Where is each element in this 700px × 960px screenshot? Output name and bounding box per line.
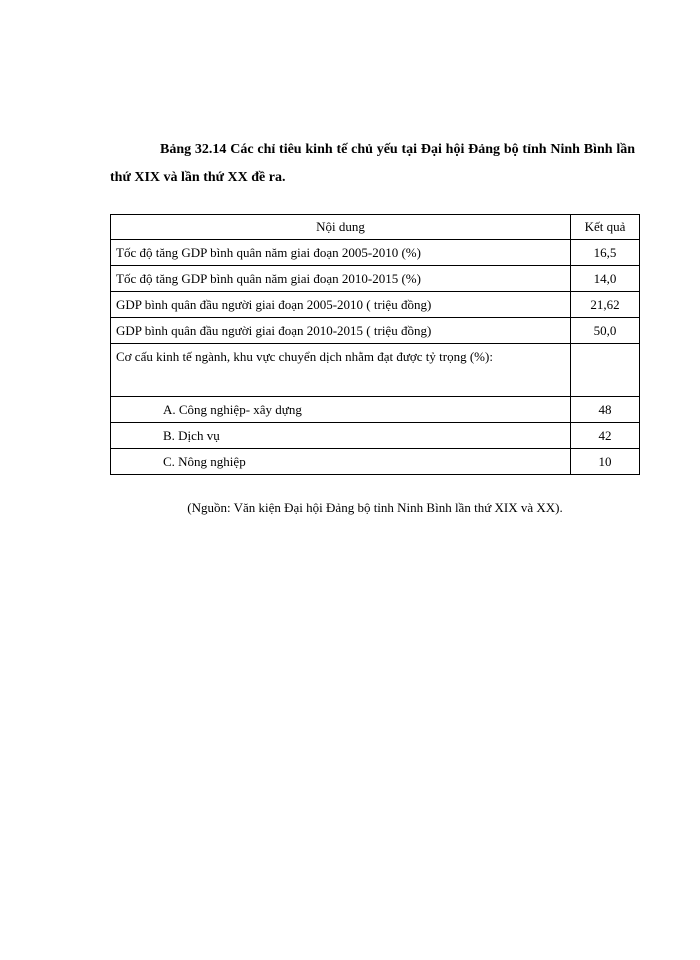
row-value: 48 xyxy=(571,397,640,423)
economic-targets-table xyxy=(110,214,640,475)
table-row xyxy=(111,240,640,266)
row-value: 21,62 xyxy=(571,292,640,318)
row-label: C. Nông nghiệp xyxy=(111,449,571,475)
table-row xyxy=(111,292,640,318)
row-label: GDP bình quân đầu người giai đoạn 2010-2015 ( triệu đồng) xyxy=(111,318,571,344)
row-label: Tốc độ tăng GDP bình quân năm giai đoạn 2010-2015 (%) xyxy=(111,266,571,292)
table-row xyxy=(111,344,640,397)
row-value: 10 xyxy=(571,449,640,475)
row-value: 16,5 xyxy=(571,240,640,266)
row-label: GDP bình quân đầu người giai đoạn 2005-2010 ( triệu đồng) xyxy=(111,292,571,318)
table-caption: Bảng 32.14 Các chỉ tiêu kinh tế chủ yếu tại Đại hội Đảng bộ tỉnh Ninh Bình lần thứ XIX và lần thứ XX đề ra. xyxy=(110,142,635,185)
table-row xyxy=(111,266,640,292)
table-header-row xyxy=(111,215,640,240)
row-value: 14,0 xyxy=(571,266,640,292)
table-row xyxy=(111,397,640,423)
row-label: Cơ cấu kinh tế ngành, khu vực chuyển dịch nhằm đạt được tỷ trọng (%): xyxy=(111,344,571,397)
row-value: 42 xyxy=(571,423,640,449)
row-value xyxy=(571,344,640,397)
column-header-content: Nội dung xyxy=(111,215,571,240)
column-header-result: Kết quả xyxy=(571,215,640,240)
table-row xyxy=(111,318,640,344)
table-row xyxy=(111,423,640,449)
row-label: B. Dịch vụ xyxy=(111,423,571,449)
row-label: Tốc độ tăng GDP bình quân năm giai đoạn 2005-2010 (%) xyxy=(111,240,571,266)
row-value: 50,0 xyxy=(571,318,640,344)
row-label: A. Công nghiệp- xây dựng xyxy=(111,397,571,423)
source-note: (Nguồn: Văn kiện Đại hội Đảng bộ tỉnh Ninh Bình lần thứ XIX và XX). xyxy=(187,500,563,515)
table-row xyxy=(111,449,640,475)
